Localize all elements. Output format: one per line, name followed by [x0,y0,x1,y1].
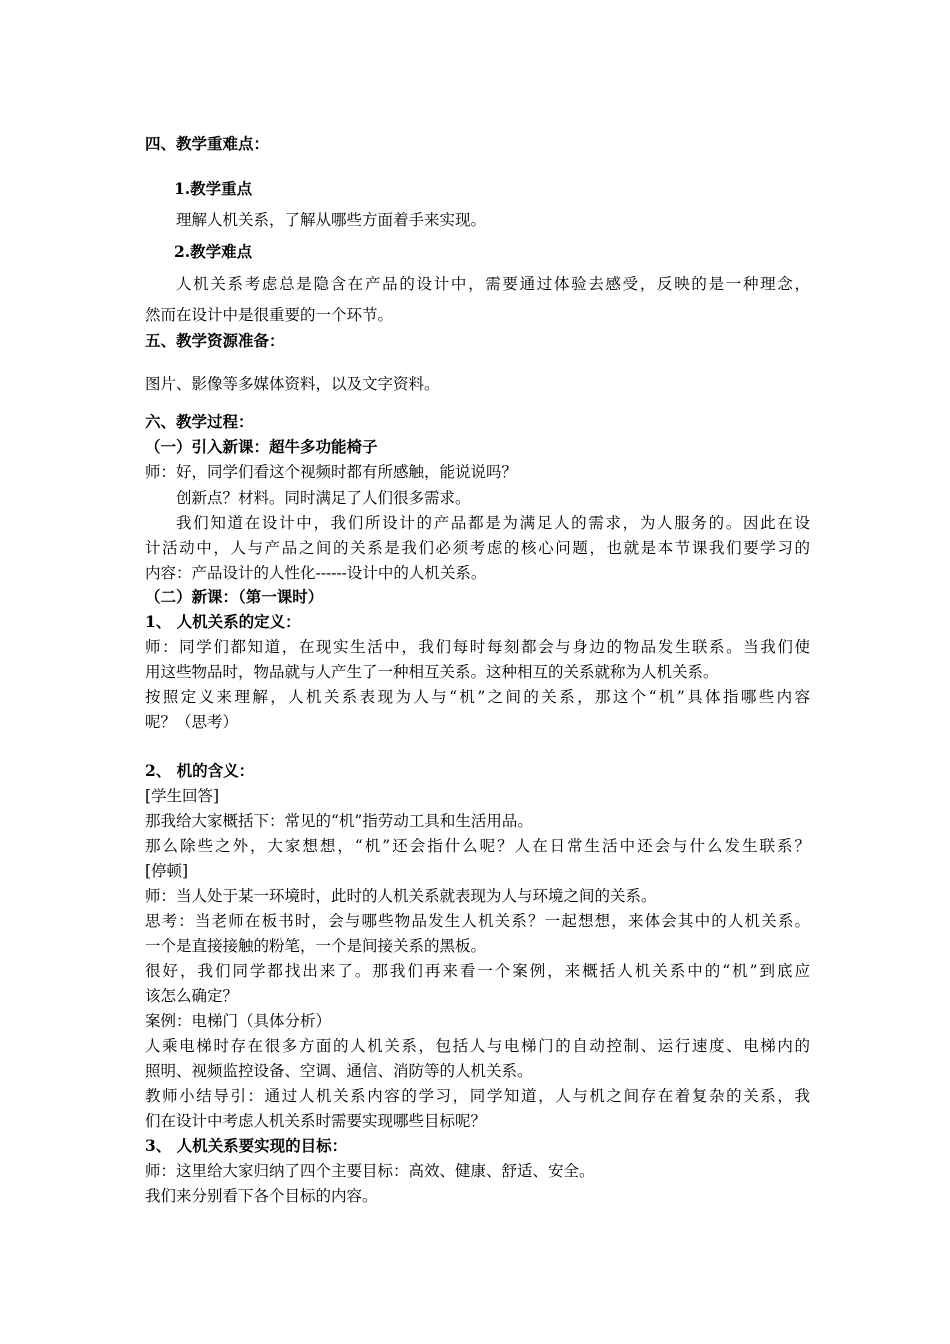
paragraph-pause: [停顿] [145,862,189,880]
paragraph-environment: 师：当人处于某一环境时，此时的人机关系就表现为人与环境之间的关系。 [145,887,657,905]
subheading-definition: 1、 人机关系的定义： [145,612,301,631]
paragraph-difficulty-line2: 然而在设计中是很重要的一个环节。 [145,306,394,324]
paragraph-elevator-line1: 人乘电梯时存在很多方面的人机关系，包括人与电梯门的自动控制、运行速度、电梯内的 [145,1037,810,1055]
subheading-teaching-focus: 1.教学重点 [174,179,253,198]
paragraph-difficulty-line1: 人机关系考虑总是隐含在产品的设计中，需要通过体验去感受，反映的是一种理念， [176,275,810,293]
paragraph-definition-line1: 师：同学们都知道，在现实生活中，我们每时每刻都会与身边的物品发生联系。当我们使 [145,638,810,656]
paragraph-summary: 那我给大家概括下：常见的“机”指劳动工具和生活用品。 [145,812,533,830]
subheading-machine-meaning: 2、 机的含义： [145,761,255,780]
paragraph-student-answer: [学生回答] [145,787,220,805]
paragraph-understanding-line1: 按照定义来理解，人机关系表现为人与“机”之间的关系，那这个“机”具体指哪些内容 [145,688,810,706]
paragraph-understanding-line2: 呢？（思考） [145,713,239,731]
paragraph-four-goals: 师：这里给大家归纳了四个主要目标：高效、健康、舒适、安全。 [145,1162,595,1180]
paragraph-think-line1: 思考：当老师在板书时，会与哪些物品发生人机关系？一起想想，来体会其中的人机关系。 [145,912,810,930]
paragraph-teacher-summary-line1: 教师小结导引：通过人机关系内容的学习，同学知道，人与机之间存在着复杂的关系，我 [145,1087,810,1105]
paragraph-besides: 那么除些之外，大家想想，“机”还会指什么呢？人在日常生活中还会与什么发生联系？ [145,837,810,855]
paragraph-design-need-line2: 计活动中，人与产品之间的关系是我们必须考虑的核心问题，也就是本节课我们要学习的 [145,539,810,557]
paragraph-think-line2: 一个是直接接触的粉笔，一个是间接关系的黑板。 [145,937,487,955]
paragraph-resources: 图片、影像等多媒体资料，以及文字资料。 [145,375,440,393]
paragraph-teacher-question: 师：好，同学们看这个视频时都有所感触，能说说吗？ [145,463,518,481]
subheading-goals: 3、 人机关系要实现的目标： [145,1136,348,1155]
section-heading-key-points: 四、教学重难点： [145,134,270,153]
section-heading-resources: 五、教学资源准备： [145,331,285,350]
paragraph-case-elevator: 案例：电梯门（具体分析） [145,1012,332,1030]
paragraph-design-need-line1: 我们知道在设计中，我们所设计的产品都是为满足人的需求，为人服务的。因此在设 [176,514,810,532]
paragraph-elevator-line2: 照明、视频监控设备、空调、通信、消防等的人机关系。 [145,1062,533,1080]
section-heading-process: 六、教学过程： [145,412,254,431]
subheading-new-lesson: （二）新课：（第一课时） [145,587,324,606]
paragraph-design-need-line3: 内容：产品设计的人性化------设计中的人机关系。 [145,564,487,582]
paragraph-definition-line2: 用这些物品时，物品就与人产生了一种相互关系。这种相互的关系就称为人机关系。 [145,663,719,681]
paragraph-case-intro-line2: 该怎么确定？ [145,987,239,1005]
paragraph-innovation: 创新点？材料。同时满足了人们很多需求。 [176,489,471,507]
paragraph-goal-content: 我们来分别看下各个目标的内容。 [145,1187,378,1205]
subheading-introduction: （一）引入新课：超牛多功能椅子 [145,437,378,456]
subheading-teaching-difficulty: 2.教学难点 [174,242,253,261]
paragraph-teacher-summary-line2: 们在设计中考虑人机关系时需要实现哪些目标呢？ [145,1112,487,1130]
paragraph-teaching-focus: 理解人机关系，了解从哪些方面着手来实现。 [176,211,487,229]
paragraph-case-intro-line1: 很好，我们同学都找出来了。那我们再来看一个案例，来概括人机关系中的“机”到底应 [145,962,810,980]
